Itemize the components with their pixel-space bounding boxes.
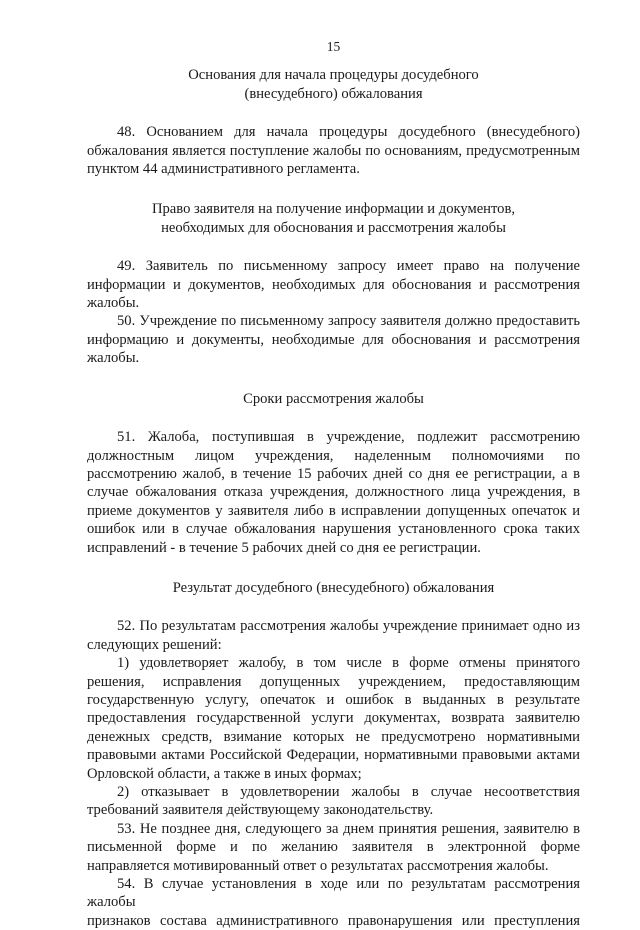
heading-line: (внесудебного) обжалования	[244, 85, 423, 102]
paragraph-49: 49. Заявитель по письменному запросу имеет право на получение информации и документов, необходимых для обоснования и рассмотрения жалобы.	[87, 258, 580, 312]
paragraph-54-line-1: 54. В случае установления в ходе или по результатам рассмотрения жалобы	[87, 876, 580, 911]
paragraph-50: 50. Учреждение по письменному запросу заявителя должно предоставить информацию и документы, необходимые для обоснования и рассмотрения жалобы.	[87, 313, 580, 367]
page-number: 15	[326, 39, 341, 54]
heading-line: Результат досудебного (внесудебного) обжалования	[172, 579, 495, 596]
paragraph-48: 48. Основанием для начала процедуры досудебного (внесудебного) обжалования является поступление жалобы по основаниям, предусмотренным пунктом 44 административного регламента.	[87, 124, 580, 178]
paragraph-53: 53. Не позднее дня, следующего за днем принятия решения, заявителю в письменной форме и по желанию заявителя в электронной форме направляется мотивированный ответ о результатах рассмотрения жалобы.	[87, 820, 580, 874]
heading-line: необходимых для обоснования и рассмотрения жалобы	[161, 219, 506, 236]
heading-line: Основания для начала процедуры досудебного	[188, 67, 479, 84]
paragraph-54-line-2: признаков состава административного правонарушения или преступления	[87, 912, 580, 929]
list-item-1: 1) удовлетворяет жалобу, в том числе в форме отмены принятого решения, исправления допущенных учреждением, предоставляющим государственную услугу, опечаток и ошибок в выданных в результате предоставления государственной услуги документах, возврата заявителю денежных средств, взимание которых не предусмотрено нормативными правовыми актами Российской Федерации, нормативными правовыми актами Орловской области, а также в иных формах;	[87, 655, 580, 782]
heading-appeal-grounds	[87, 66, 580, 103]
list-item-2: 2) отказывает в удовлетворении жалобы в случае несоответствия требований заявителя действующему законодательству.	[87, 784, 580, 819]
paragraph-51: 51. Жалоба, поступившая в учреждение, подлежит рассмотрению должностным лицом учреждения, наделенным полномочиями по рассмотрению жалоб, в течение 15 рабочих дней со дня ее регистрации, а в случае обжалования отказа учреждения, должностного лица учреждения, в приеме документов у заявителя либо в исправлении допущенных опечаток и ошибок или в случае обжалования нарушения установленного срока таких исправлений - в течение 5 рабочих дней со дня ее регистрации.	[87, 429, 580, 556]
heading-applicant-rights	[87, 200, 580, 237]
paragraph-52: 52. По результатам рассмотрения жалобы учреждение принимает одно из следующих решений:	[87, 618, 580, 653]
heading-line: Сроки рассмотрения жалобы	[243, 390, 424, 407]
document-page	[87, 38, 580, 930]
heading-line: Право заявителя на получение информации и документов,	[151, 201, 516, 218]
heading-review-terms	[87, 390, 580, 408]
heading-appeal-result	[87, 579, 580, 597]
